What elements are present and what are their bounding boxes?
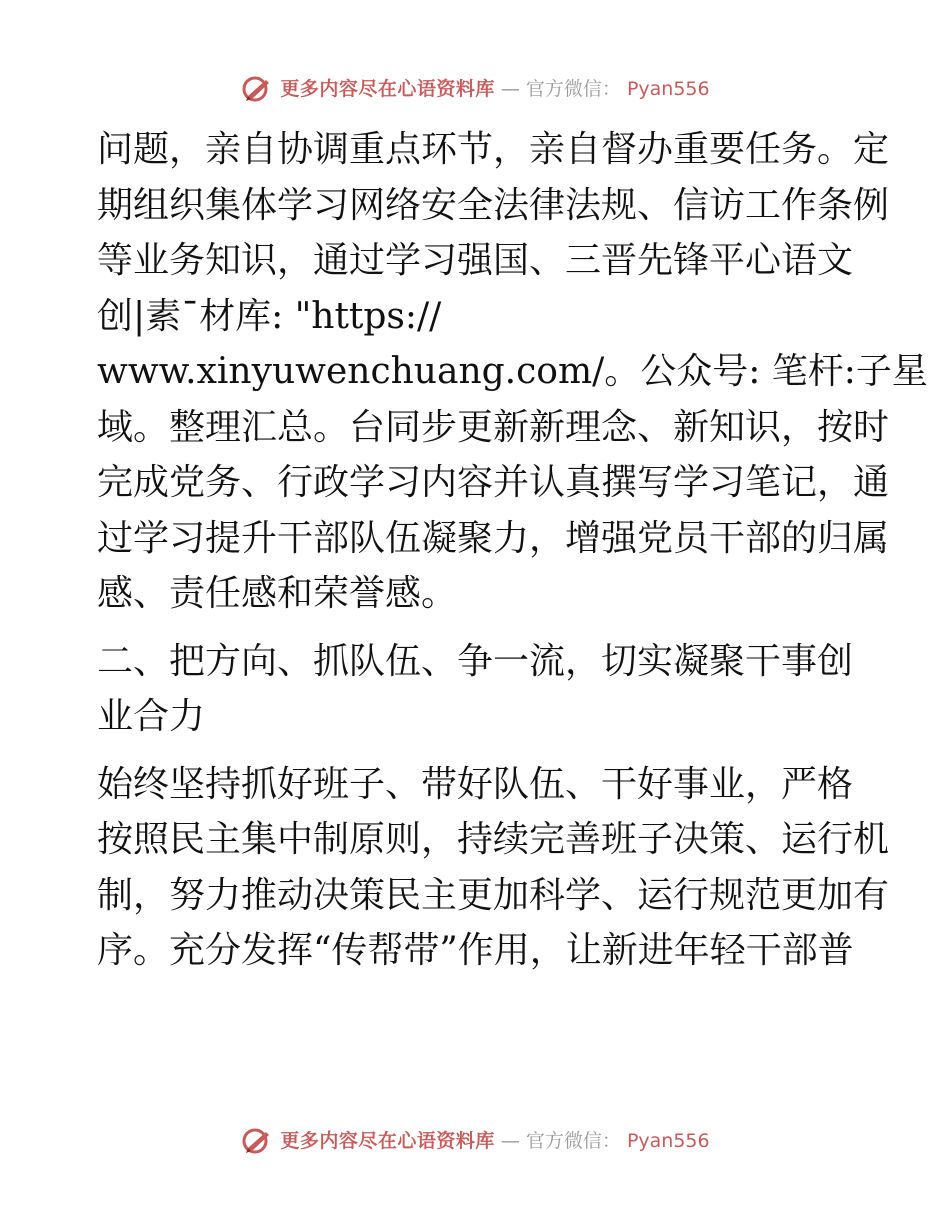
text-line: 问题，亲自协调重点环节，亲自督办重要任务。定 — [97, 129, 890, 170]
text-line: 感、责任感和荣誉感。 — [97, 573, 458, 614]
text-line: 域。整理汇总。台同步更新新理念、新知识，按时 — [97, 406, 890, 448]
header-watermark — [0, 74, 950, 104]
text-line: 完成党务、行政学习内容并认真撰写学习笔记，通 — [97, 462, 890, 503]
text-line: 业合力 — [97, 696, 206, 737]
text-line: 创|素¯材库: "https:// — [97, 295, 442, 337]
watermark-main-text: 更多内容尽在心语资料库 — [280, 1130, 495, 1152]
text-line: 二、把方向、抓队伍、争一流，切实凝聚干事创 — [97, 640, 854, 682]
watermark-main-text: 更多内容尽在心语资料库 — [280, 78, 495, 100]
paragraph-3 — [97, 757, 890, 979]
pen-logo-icon — [240, 74, 274, 104]
text-line: 按照民主集中制原则，持续完善班子决策、运行机 — [97, 819, 890, 860]
text-line: 始终坚持抓好班子、带好队伍、干好事业，严格 — [97, 763, 854, 805]
document-body — [97, 122, 928, 979]
section-heading-2 — [97, 634, 857, 745]
pen-logo-icon — [240, 1126, 274, 1156]
text-line: 期组织集体学习网络安全法律法规、信访工作条例 — [97, 184, 890, 226]
watermark-separator: — — [500, 1130, 520, 1152]
text-line: 等业务知识，通过学习强国、三晋先锋平心语文 — [97, 240, 854, 281]
text-line: 序。充分发挥“传帮带”作用，让新进年轻干部普 — [97, 930, 854, 971]
text-line: 过学习提升干部队伍凝聚力，增强党员干部的归属 — [97, 517, 890, 559]
watermark-wechat-id: Pyan556 — [626, 1130, 710, 1152]
watermark-wechat-label: 官方微信： — [525, 1130, 621, 1152]
watermark-separator: — — [500, 78, 520, 100]
footer-watermark — [0, 1126, 950, 1156]
text-line: www.xinyuwenchuang.com/。公众号: 笔杆:子星 — [97, 351, 928, 392]
text-line: 制，努力推动决策民主更加科学、运行规范更加有 — [97, 874, 890, 916]
watermark-wechat-label: 官方微信： — [525, 78, 621, 100]
watermark-wechat-id: Pyan556 — [626, 78, 710, 100]
paragraph-1 — [97, 122, 928, 622]
